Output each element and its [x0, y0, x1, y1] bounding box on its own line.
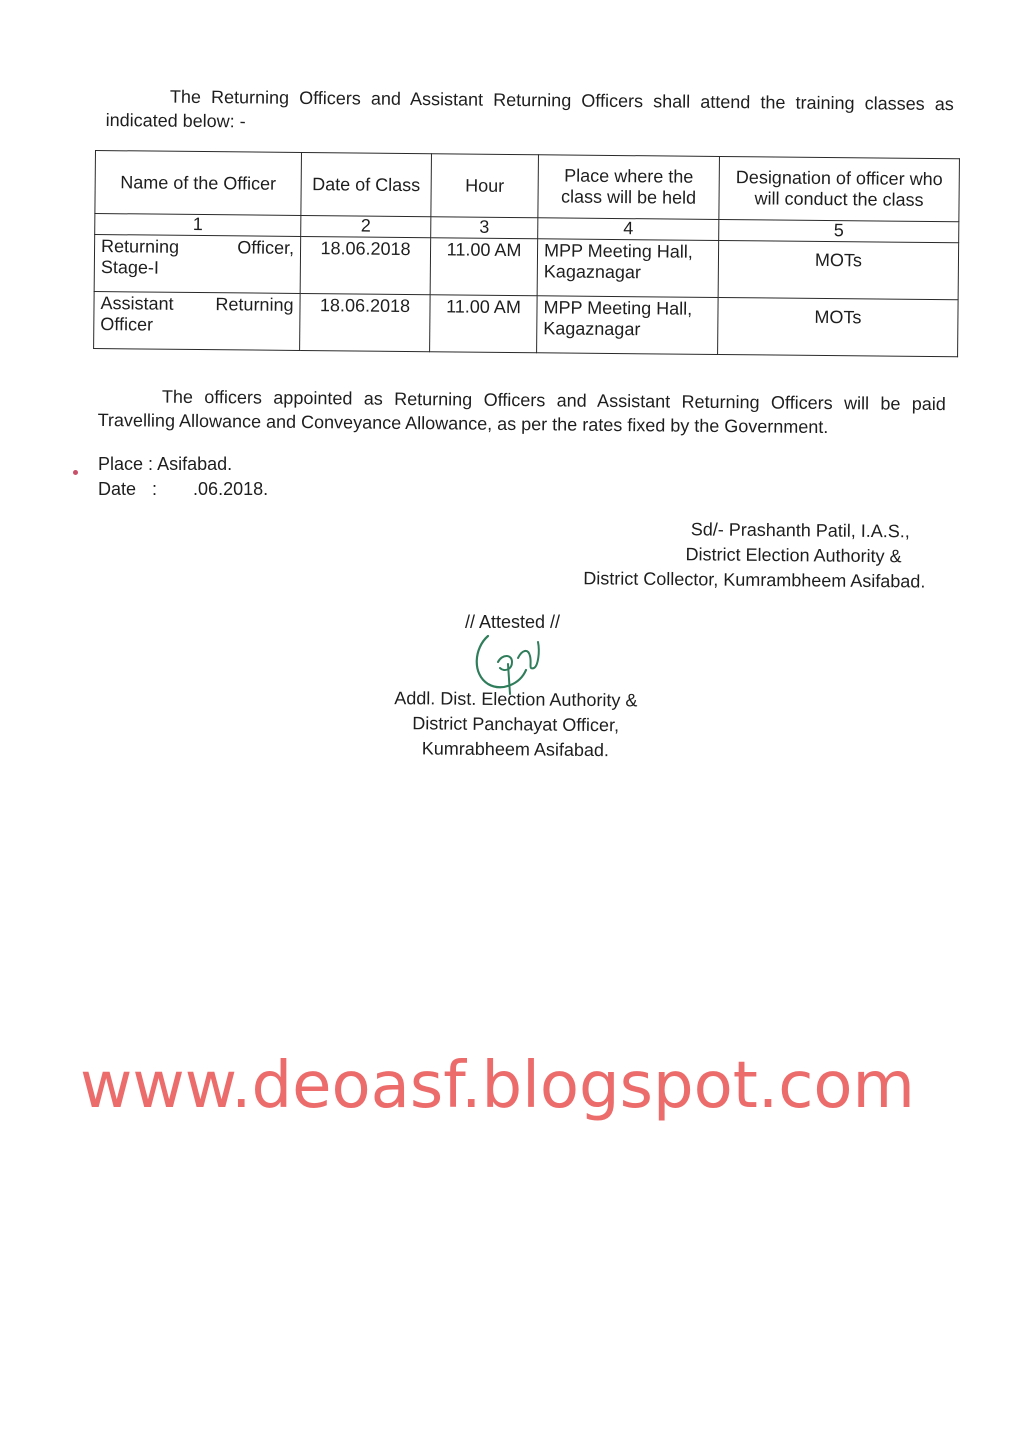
header-date-of-class: Date of Class [301, 152, 432, 216]
ink-dot-mark [73, 470, 78, 475]
allowance-paragraph: The officers appointed as Returning Officers and Assistant Returning Officers will be paid Travelling Allowance and Conveyance Allowance, as per the rates fixed by the Government. [97, 386, 946, 438]
attesting-officer-block [384, 686, 647, 764]
cell-place: MPP Meeting Hall, Kagaznagar [537, 239, 719, 298]
column-number: 1 [95, 214, 301, 237]
cell-hour: 11.00 AM [430, 295, 538, 353]
attested-label: // Attested // [465, 612, 561, 632]
table-row [94, 235, 959, 300]
column-number: 4 [538, 218, 719, 241]
column-number: 3 [431, 217, 538, 239]
cell-designation: MOTs [718, 240, 959, 299]
date-value: .06.2018. [193, 479, 269, 499]
collector-line-3: District Collector, Kumrambheem Asifabad. [583, 568, 926, 592]
cell-date: 18.06.2018 [300, 293, 431, 351]
header-officer-name: Name of the Officer [95, 151, 302, 216]
cell-officer: Returning Officer, Stage-I [94, 235, 301, 294]
cell-hour: 11.00 AM [430, 238, 538, 296]
attesting-line-3: Kumrabheem Asifabad. [421, 738, 610, 761]
training-schedule-table-wrap [93, 150, 959, 357]
place-value: Asifabad. [157, 454, 233, 474]
collector-line-2: District Election Authority & [685, 544, 902, 567]
place-label: Place [98, 454, 144, 474]
cell-place: MPP Meeting Hall, Kagaznagar [537, 296, 719, 355]
place-line [98, 452, 232, 476]
blog-watermark: www.deoasf.blogspot.com [80, 1049, 915, 1123]
cell-date: 18.06.2018 [300, 236, 431, 294]
header-place: Place where the class will be held [538, 155, 720, 220]
date-separator: : [152, 479, 158, 499]
date-line [98, 477, 268, 501]
attesting-line-2: District Panchayat Officer, [412, 713, 620, 736]
cell-officer: Assistant Returning Officer [94, 291, 301, 350]
collector-signature-block [559, 516, 926, 595]
cell-designation: MOTs [718, 297, 959, 356]
place-separator: : [148, 454, 154, 474]
training-schedule-table [93, 150, 960, 357]
table-header-row [95, 151, 960, 222]
attesting-line-1: Addl. Dist. Election Authority & [394, 688, 638, 711]
column-number: 2 [301, 215, 431, 237]
collector-line-1: Sd/- Prashanth Patil, I.A.S., [690, 519, 910, 542]
table-row [94, 291, 959, 356]
header-designation: Designation of officer who will conduct the class [719, 156, 960, 221]
intro-paragraph: The Returning Officers and Assistant Returning Officers shall attend the training classes as indicated below: - [105, 86, 954, 132]
column-number: 5 [719, 219, 959, 242]
header-hour: Hour [431, 154, 539, 218]
date-label: Date [98, 479, 137, 499]
